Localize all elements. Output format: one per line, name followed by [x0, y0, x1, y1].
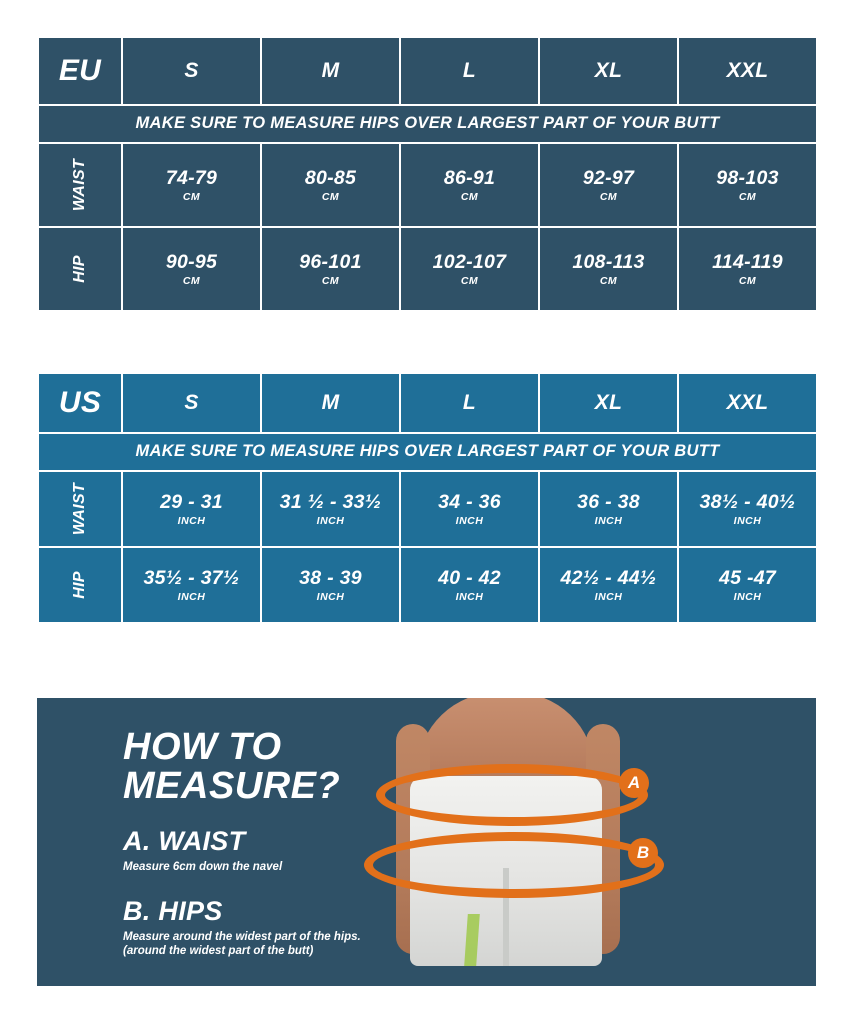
eu-waist-row-label: WAIST	[38, 143, 122, 227]
eu-hip-m: 96-101 CM	[261, 227, 400, 311]
eu-hip-row-label: HIP	[38, 227, 122, 311]
eu-size-header-xxl: XXL	[678, 37, 817, 105]
us-hip-row	[38, 547, 817, 623]
marker-b-badge: B	[628, 838, 658, 868]
eu-header-row	[38, 37, 817, 105]
eu-size-header-xl: XL	[539, 37, 678, 105]
eu-measure-banner: MAKE SURE TO MEASURE HIPS OVER LARGEST PART OF YOUR BUTT	[38, 105, 817, 143]
eu-hip-xl: 108-113 CM	[539, 227, 678, 311]
us-hip-xl: 42½ - 44½ INCH	[539, 547, 678, 623]
eu-size-header-l: L	[400, 37, 539, 105]
us-size-header-m: M	[261, 373, 400, 433]
how-to-measure-title	[123, 728, 453, 806]
eu-waist-m: 80-85 CM	[261, 143, 400, 227]
us-header-row	[38, 373, 817, 433]
us-waist-xxl: 38½ - 40½ INCH	[678, 471, 817, 547]
eu-waist-s: 74-79 CM	[122, 143, 261, 227]
hips-instruction-line1: Measure around the widest part of the hips.	[123, 930, 361, 943]
us-size-table	[37, 372, 818, 624]
eu-waist-xxl: 98-103 CM	[678, 143, 817, 227]
eu-banner-row	[38, 105, 817, 143]
us-banner-row	[38, 433, 817, 471]
us-hip-m: 38 - 39 INCH	[261, 547, 400, 623]
us-size-header-xxl: XXL	[678, 373, 817, 433]
how-to-measure-text	[123, 728, 453, 959]
us-size-header-xl: XL	[539, 373, 678, 433]
us-measure-banner: MAKE SURE TO MEASURE HIPS OVER LARGEST PART OF YOUR BUTT	[38, 433, 817, 471]
us-hip-s: 35½ - 37½ INCH	[122, 547, 261, 623]
us-waist-row-label: WAIST	[38, 471, 122, 547]
us-hip-row-label: HIP	[38, 547, 122, 623]
eu-hip-l: 102-107 CM	[400, 227, 539, 311]
marker-a-badge: A	[619, 768, 649, 798]
eu-hip-s: 90-95 CM	[122, 227, 261, 311]
hips-instruction-heading: B. HIPS	[123, 895, 223, 926]
us-size-header-s: S	[122, 373, 261, 433]
hips-instruction	[123, 896, 453, 959]
us-hip-l: 40 - 42 INCH	[400, 547, 539, 623]
eu-size-header-m: M	[261, 37, 400, 105]
us-hip-xxl: 45 -47 INCH	[678, 547, 817, 623]
shorts-stripe	[464, 914, 480, 966]
us-region-label: US	[38, 373, 122, 433]
waist-instruction-heading: A. WAIST	[123, 825, 246, 856]
us-waist-m: 31 ½ - 33½ INCH	[261, 471, 400, 547]
waist-instruction-text: Measure 6cm down the navel	[123, 860, 283, 873]
us-waist-row	[38, 471, 817, 547]
eu-size-header-s: S	[122, 37, 261, 105]
eu-hip-xxl: 114-119 CM	[678, 227, 817, 311]
waist-instruction	[123, 826, 453, 874]
eu-region-label: EU	[38, 37, 122, 105]
how-to-measure-title-line2: MEASURE?	[123, 764, 341, 807]
how-to-measure-panel	[37, 698, 816, 986]
us-waist-xl: 36 - 38 INCH	[539, 471, 678, 547]
eu-size-table	[37, 36, 818, 312]
us-waist-l: 34 - 36 INCH	[400, 471, 539, 547]
how-to-measure-title-line1: HOW TO	[123, 726, 282, 768]
eu-waist-xl: 92-97 CM	[539, 143, 678, 227]
eu-waist-l: 86-91 CM	[400, 143, 539, 227]
hips-instruction-text	[123, 930, 453, 959]
eu-waist-row	[38, 143, 817, 227]
us-size-header-l: L	[400, 373, 539, 433]
us-waist-s: 29 - 31 INCH	[122, 471, 261, 547]
eu-hip-row	[38, 227, 817, 311]
hips-instruction-line2: (around the widest part of the butt)	[123, 945, 314, 958]
